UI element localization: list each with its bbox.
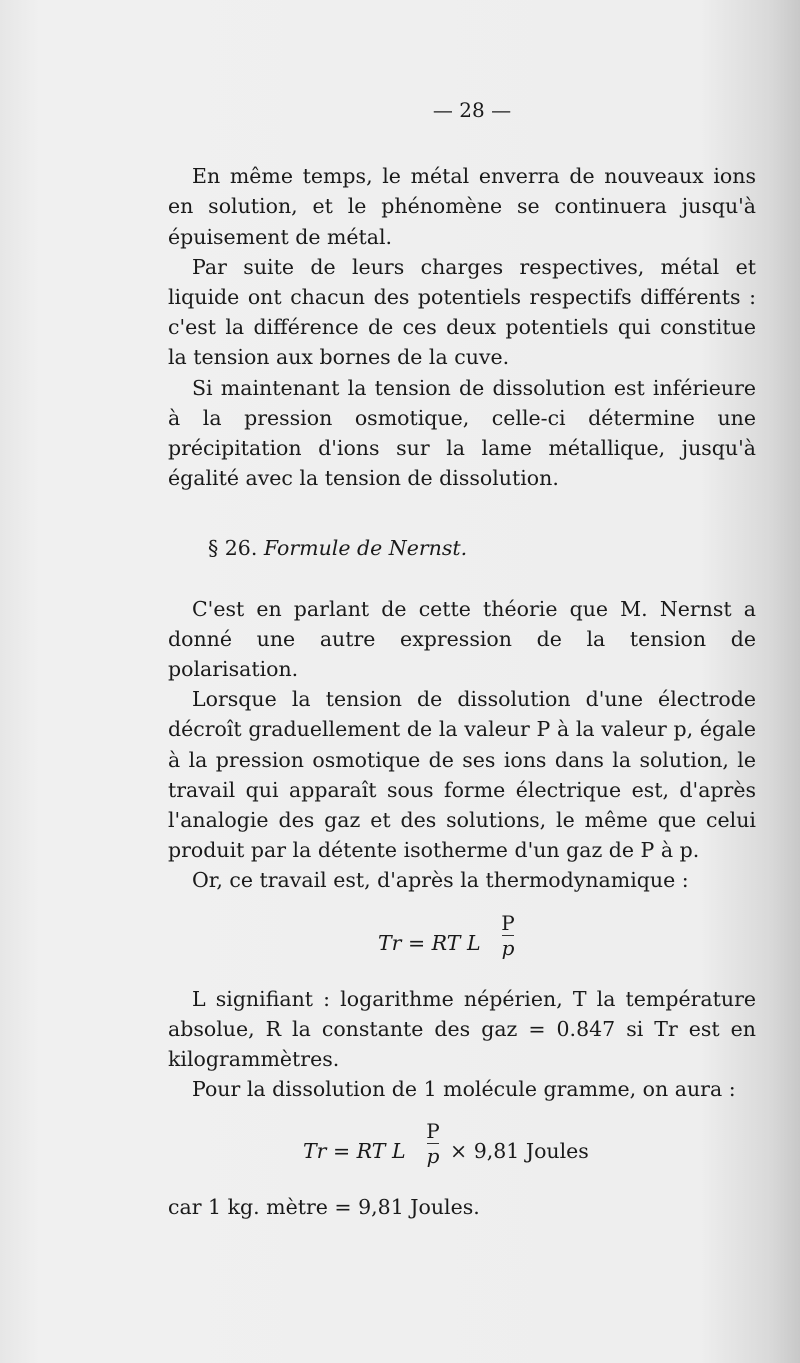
- fraction-denominator: p: [501, 935, 515, 960]
- closing-line: car 1 kg. mètre = 9,81 Joules.: [168, 1195, 480, 1220]
- formula-rhs: × 9,81 Joules: [450, 1139, 589, 1164]
- fraction-denominator: p: [426, 1144, 440, 1169]
- page-number: — 28 —: [432, 98, 512, 122]
- section-title: Formule de Nernst.: [263, 536, 468, 561]
- paragraph: Par suite de leurs charges respectives, métal et liquide ont chacun des potentiels respectifs différents : c'est la différence de ces deux potentiels qui constitue la tension aux bornes de la cuve.: [168, 254, 756, 370]
- formula-fraction: [498, 912, 518, 959]
- section-number: § 26.: [208, 536, 258, 561]
- paragraph: Or, ce travail est, d'après la thermodynamique :: [192, 868, 689, 893]
- paragraph: L signifiant : logarithme népérien, T la température absolue, R la constante des gaz = 0.847 si Tr est en kilogrammètres.: [168, 986, 756, 1072]
- paragraph: Pour la dissolution de 1 molécule gramme, on aura :: [192, 1077, 736, 1102]
- section-heading: [168, 533, 756, 563]
- formula-molecule: [168, 1116, 756, 1186]
- formula-lhs: Tr = RT L: [378, 930, 481, 955]
- page-content: [168, 95, 756, 1223]
- paragraph: Si maintenant la tension de dissolution est inférieure à la pression osmotique, celle-ci détermine une précipitation d'ions sur la lame métallique, jusqu'à égalité avec la tension de dissolution.: [168, 375, 756, 491]
- formula-work: [168, 908, 756, 978]
- formula-lhs: Tr = RT L: [303, 1139, 406, 1164]
- formula-fraction: [423, 1120, 443, 1167]
- fraction-numerator: P: [426, 1119, 440, 1144]
- paragraph: C'est en parlant de cette théorie que M. Nernst a donné une autre expression de la tension de polarisation.: [168, 596, 756, 682]
- fraction-numerator: P: [501, 910, 515, 935]
- paragraph: Lorsque la tension de dissolution d'une électrode décroît graduellement de la valeur P à la valeur p, égale à la pression osmotique de ses ions dans la solution, le travail qui apparaît sous forme électrique est, d'après l'analogie des gaz et des solutions, le même que celui produit par la détente isotherme d'un gaz de P à p.: [168, 687, 756, 863]
- paragraph: En même temps, le métal enverra de nouveaux ions en solution, et le phénomène se continuera jusqu'à épuisement de métal.: [168, 164, 756, 249]
